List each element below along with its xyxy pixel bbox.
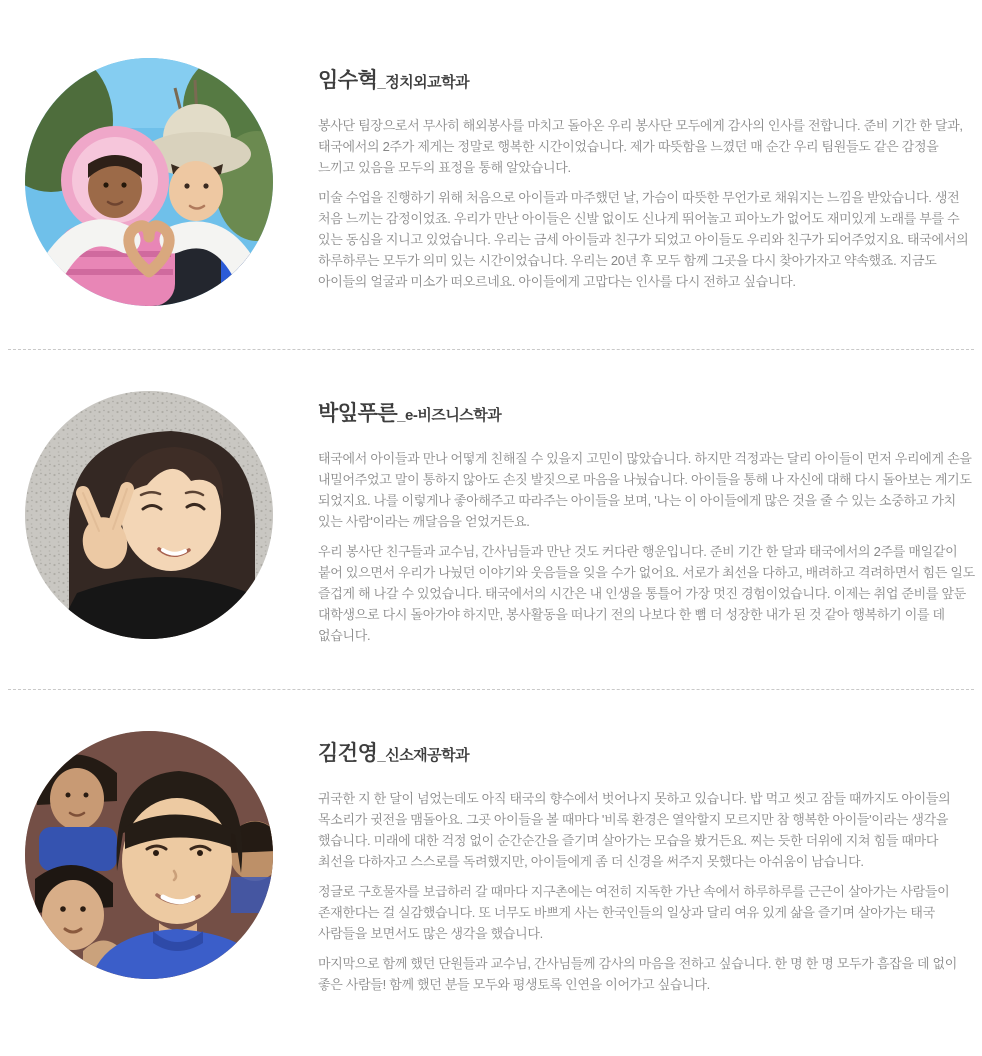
profile-section [0,391,982,646]
profile-name: 임수혁 [318,69,378,92]
section-divider [8,689,974,690]
profile-department: e-비즈니스학과 [405,407,502,424]
profile-paragraph: 정글로 구호물자를 보급하러 갈 때마다 지구촌에는 여전히 지독한 가난 속에서 하루하루를 근근이 살아가는 사람들이 존재한다는 걸 실감했습니다. 또 너무도 바쁘게 사는 한국인들의 일상과 달리 여유 있게 삶을 즐기며 살아가는 태국 사람들을 보면서도 많은 생각을 했습니다. [318,884,950,941]
profile-name: 박잎푸른 [318,402,398,425]
profile-photo [25,58,273,306]
profile-paragraph: 마지막으로 함께 했던 단원들과 교수님, 간사님들께 감사의 마음을 전하고 싶습니다. 한 명 한 명 모두가 흠잡을 데 없이 좋은 사람들! 함께 했던 분들 모두와 평생토록 인연을 이어가고 싶습니다. [318,956,958,992]
name-separator: _ [377,74,386,91]
profile-text [318,731,978,995]
profile-paragraph: 우리 봉사단 친구들과 교수님, 간사님들과 만난 것도 커다란 행운입니다. 준비 기간 한 달과 태국에서의 2주를 매일같이 붙어 있으면서 우리가 나눴던 이야기와 웃음들을 잊을 수가 없어요. 서로가 최선을 다하고, 배려하고 격려하면서 힘든 일도 즐겁게 해 나갈 수 있었습니다. 태국에서의 시간은 내 인생을 통틀어 가장 멋진 경험이었습니다. 이제는 취업 준비를 앞둔 대학생으로 다시 돌아가야 하지만, 봉사활동을 떠나기 전의 나보다 한 뼘 더 성장한 내가 된 것 같아 행복하기 이를 데 없습니다. [318,544,975,643]
profile-heading [318,68,978,96]
profile-photo [25,731,273,979]
profile-text [318,58,978,292]
profile-name: 김건영 [318,742,378,765]
volunteer-heart-hands-photo-illustration [25,58,273,306]
selfie-with-children-photo-illustration [25,731,273,979]
profile-heading [318,401,978,429]
name-separator: _ [377,747,386,764]
profile-heading [318,741,978,769]
peace-sign-portrait-photo-illustration [25,391,273,639]
profile-department: 정치외교학과 [385,74,470,91]
name-separator: _ [397,407,405,424]
profile-section [0,58,982,306]
profile-paragraph: 봉사단 팀장으로서 무사히 해외봉사를 마치고 돌아온 우리 봉사단 모두에게 감사의 인사를 전합니다. 준비 기간 한 달과, 태국에서의 2주가 제게는 정말로 행복한 시간이었습니다. 제가 따뜻함을 느꼈던 매 순간 우리 팀원들도 같은 감정을 느끼고 있음을 모두의 표정을 통해 알았습니다. [318,118,963,175]
profile-text [318,391,978,646]
profile-paragraph: 귀국한 지 한 달이 넘었는데도 아직 태국의 향수에서 벗어나지 못하고 있습니다. 밥 먹고 씻고 잠들 때까지도 아이들의 목소리가 귓전을 맴돌아요. 그곳 아이들을 볼 때마다 '비록 환경은 열악할지 모르지만 참 행복한 아이들'이라는 생각을 했습니다. 미래에 대한 걱정 없이 순간순간을 즐기며 살아가는 모습을 봤거든요. 찌는 듯한 더위에 지쳐 힘들 때마다 최선을 다하자고 스스로를 독려했지만, 아이들에게 좀 더 신경을 써주지 못했다는 아쉬움이 남습니다. [318,791,951,869]
profile-photo [25,391,273,639]
profile-paragraph: 미술 수업을 진행하기 위해 처음으로 아이들과 마주했던 날, 가슴이 따뜻한 무언가로 채워지는 느낌을 받았습니다. 생전 처음 느끼는 감정이었죠. 우리가 만난 아이들은 신발 없이도 신나게 뛰어놀고 피아노가 없어도 재미있게 노래를 부를 수 있는 동심을 지니고 있었습니다. 우리는 금세 아이들과 친구가 되었고 아이들도 우리와 친구가 되어주었지요. 태국에서의 하루하루는 모두가 의미 있는 시간이었습니다. 우리는 20년 후 모두 함께 그곳을 다시 찾아가자고 약속했죠. 지금도 아이들의 얼굴과 미소가 떠오르네요. 아이들에게 고맙다는 인사를 다시 전하고 싶습니다. [318,190,969,289]
profile-paragraph: 태국에서 아이들과 만나 어떻게 친해질 수 있을지 고민이 많았습니다. 하지만 걱정과는 달리 아이들이 먼저 우리에게 손을 내밀어주었고 말이 통하지 않아도 손짓 발짓으로 마음을 나눴습니다. 아이들을 통해 나 자신에 대해 다시 돌아보는 계기도 되었지요. 나를 이렇게나 좋아해주고 따라주는 아이들을 보며, '나는 이 아이들에게 많은 것을 줄 수 있는 소중하고 가치 있는 사람'이라는 깨달음을 얻었거든요. [318,451,972,529]
section-divider [8,349,974,350]
profile-section [0,731,982,995]
profile-department: 신소재공학과 [385,747,470,764]
